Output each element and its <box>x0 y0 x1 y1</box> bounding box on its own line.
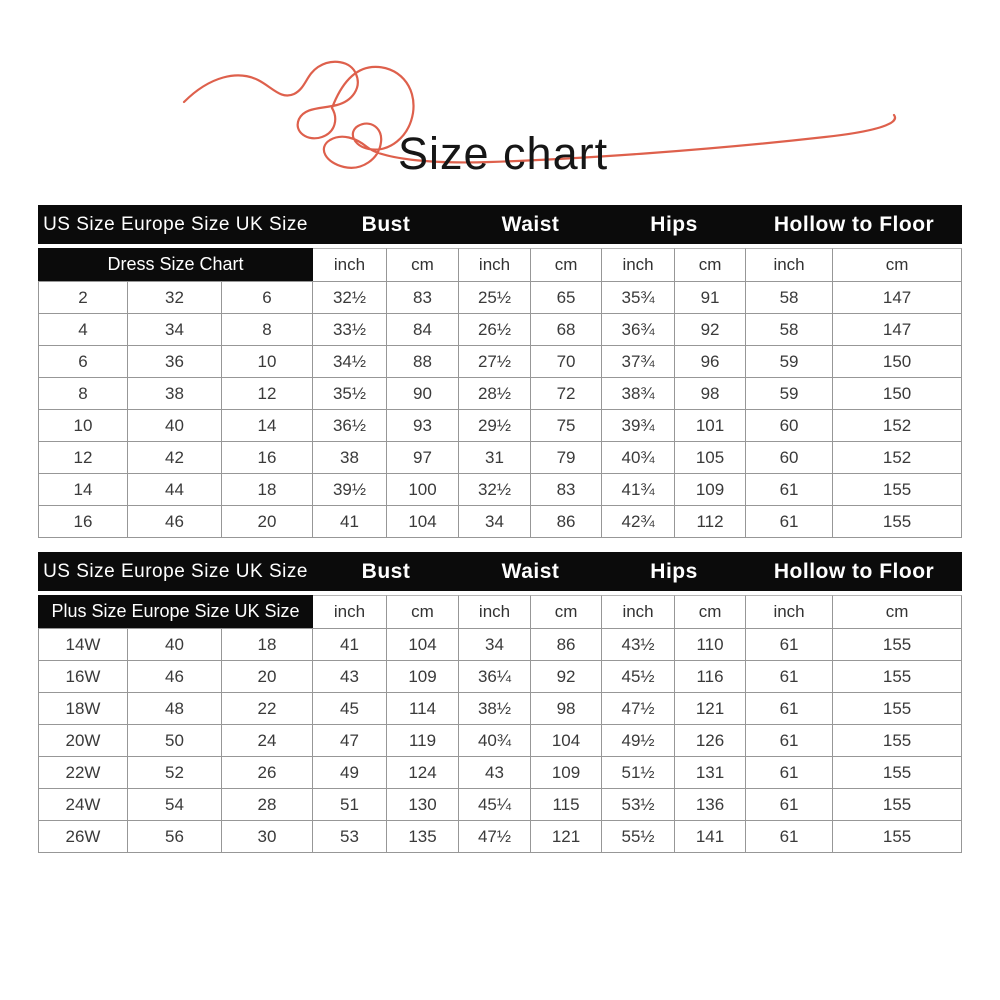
size-cell: 72 <box>531 378 602 410</box>
size-cell: 96 <box>675 346 746 378</box>
table-row <box>38 693 962 725</box>
size-cell: 20 <box>222 661 313 693</box>
size-cell: 16 <box>38 506 128 538</box>
size-cell: 47½ <box>459 821 531 853</box>
size-cell: 32½ <box>459 474 531 506</box>
waist-header: Waist <box>459 552 602 595</box>
size-cell: 155 <box>833 506 962 538</box>
size-cell: 49½ <box>602 725 675 757</box>
title-area <box>0 28 1000 203</box>
size-cell: 83 <box>531 474 602 506</box>
size-cell: 43 <box>313 661 387 693</box>
size-cell: 43½ <box>602 629 675 661</box>
table-row <box>38 282 962 314</box>
unit-inch-label: inch <box>746 248 833 282</box>
table-row <box>38 506 962 538</box>
size-cell: 20W <box>38 725 128 757</box>
size-cell: 55½ <box>602 821 675 853</box>
size-cell: 61 <box>746 474 833 506</box>
size-cell: 22W <box>38 757 128 789</box>
size-cell: 135 <box>387 821 459 853</box>
size-cell: 24W <box>38 789 128 821</box>
unit-cm-label: cm <box>833 248 962 282</box>
unit-inch-label: inch <box>602 248 675 282</box>
size-cell: 8 <box>222 314 313 346</box>
size-cell: 61 <box>746 506 833 538</box>
size-cell: 100 <box>387 474 459 506</box>
size-cell: 34½ <box>313 346 387 378</box>
size-cell: 61 <box>746 757 833 789</box>
size-cell: 92 <box>675 314 746 346</box>
size-cell: 6 <box>38 346 128 378</box>
size-cell: 60 <box>746 442 833 474</box>
size-cell: 52 <box>128 757 222 789</box>
size-cell: 93 <box>387 410 459 442</box>
size-cell: 26½ <box>459 314 531 346</box>
hollow-to-floor-header: Hollow to Floor <box>746 552 962 595</box>
size-cell: 126 <box>675 725 746 757</box>
size-cell: 45 <box>313 693 387 725</box>
size-cell: 109 <box>531 757 602 789</box>
size-cell: 155 <box>833 629 962 661</box>
table-row <box>38 442 962 474</box>
size-cell: 40 <box>128 410 222 442</box>
size-cell: 152 <box>833 442 962 474</box>
size-cell: 86 <box>531 506 602 538</box>
unit-cm-label: cm <box>387 248 459 282</box>
size-cell: 70 <box>531 346 602 378</box>
size-cell: 35¾ <box>602 282 675 314</box>
size-cell: 25½ <box>459 282 531 314</box>
unit-header-row <box>38 248 962 282</box>
size-cell: 155 <box>833 757 962 789</box>
size-cell: 60 <box>746 410 833 442</box>
table-row <box>38 821 962 853</box>
size-cell: 24 <box>222 725 313 757</box>
table-row <box>38 346 962 378</box>
size-cell: 36½ <box>313 410 387 442</box>
size-cell: 10 <box>38 410 128 442</box>
dress-size-table-body <box>38 282 962 538</box>
size-cell: 26W <box>38 821 128 853</box>
size-cell: 46 <box>128 661 222 693</box>
size-cell: 152 <box>833 410 962 442</box>
size-cell: 42 <box>128 442 222 474</box>
size-cell: 155 <box>833 661 962 693</box>
size-cell: 110 <box>675 629 746 661</box>
waist-header: Waist <box>459 205 602 248</box>
size-cell: 41 <box>313 629 387 661</box>
size-cell: 130 <box>387 789 459 821</box>
page-title: Size chart <box>398 128 609 179</box>
unit-inch-label: inch <box>459 595 531 629</box>
unit-cm-label: cm <box>833 595 962 629</box>
table-row <box>38 378 962 410</box>
unit-cm-label: cm <box>387 595 459 629</box>
size-cell: 155 <box>833 821 962 853</box>
size-cell: 40 <box>128 629 222 661</box>
size-cell: 56 <box>128 821 222 853</box>
size-cell: 79 <box>531 442 602 474</box>
size-cell: 109 <box>675 474 746 506</box>
size-cell: 28 <box>222 789 313 821</box>
size-cell: 33½ <box>313 314 387 346</box>
hollow-to-floor-header: Hollow to Floor <box>746 205 962 248</box>
size-cell: 34 <box>128 314 222 346</box>
size-cell: 14 <box>222 410 313 442</box>
size-cell: 65 <box>531 282 602 314</box>
size-cell: 45¼ <box>459 789 531 821</box>
size-cell: 61 <box>746 725 833 757</box>
size-cell: 50 <box>128 725 222 757</box>
plus-size-chart-label: Plus Size Europe Size UK Size <box>38 595 313 629</box>
unit-inch-label: inch <box>459 248 531 282</box>
size-cell: 22 <box>222 693 313 725</box>
size-cell: 53½ <box>602 789 675 821</box>
size-cell: 54 <box>128 789 222 821</box>
size-cell: 86 <box>531 629 602 661</box>
size-cell: 51 <box>313 789 387 821</box>
size-cell: 29½ <box>459 410 531 442</box>
size-cell: 97 <box>387 442 459 474</box>
size-cell: 28½ <box>459 378 531 410</box>
size-cell: 39¾ <box>602 410 675 442</box>
size-cell: 27½ <box>459 346 531 378</box>
size-cell: 61 <box>746 789 833 821</box>
size-cell: 61 <box>746 661 833 693</box>
size-cell: 31 <box>459 442 531 474</box>
size-cell: 59 <box>746 346 833 378</box>
size-cell: 47 <box>313 725 387 757</box>
size-cell: 20 <box>222 506 313 538</box>
size-cell: 32 <box>128 282 222 314</box>
size-cell: 105 <box>675 442 746 474</box>
plus-size-table-body <box>38 629 962 853</box>
size-cell: 114 <box>387 693 459 725</box>
size-cell: 147 <box>833 314 962 346</box>
table-row <box>38 757 962 789</box>
size-cell: 116 <box>675 661 746 693</box>
size-cell: 150 <box>833 346 962 378</box>
size-cell: 41 <box>313 506 387 538</box>
size-cell: 121 <box>675 693 746 725</box>
dress-size-table <box>38 205 962 538</box>
plus-size-table <box>38 552 962 853</box>
size-group-header: US Size Europe Size UK Size <box>38 205 313 248</box>
size-cell: 109 <box>387 661 459 693</box>
measure-header-row <box>38 205 962 248</box>
size-cell: 88 <box>387 346 459 378</box>
size-cell: 26 <box>222 757 313 789</box>
size-cell: 12 <box>38 442 128 474</box>
measure-header-row <box>38 552 962 595</box>
unit-cm-label: cm <box>531 248 602 282</box>
table-row <box>38 725 962 757</box>
size-cell: 42¾ <box>602 506 675 538</box>
size-cell: 14W <box>38 629 128 661</box>
size-cell: 61 <box>746 821 833 853</box>
size-cell: 84 <box>387 314 459 346</box>
size-cell: 155 <box>833 474 962 506</box>
size-cell: 141 <box>675 821 746 853</box>
size-cell: 83 <box>387 282 459 314</box>
hips-header: Hips <box>602 205 746 248</box>
size-cell: 150 <box>833 378 962 410</box>
size-cell: 18 <box>222 629 313 661</box>
size-cell: 2 <box>38 282 128 314</box>
size-cell: 53 <box>313 821 387 853</box>
size-cell: 37¾ <box>602 346 675 378</box>
size-cell: 49 <box>313 757 387 789</box>
size-cell: 115 <box>531 789 602 821</box>
size-cell: 155 <box>833 693 962 725</box>
size-cell: 10 <box>222 346 313 378</box>
table-row <box>38 661 962 693</box>
size-cell: 18 <box>222 474 313 506</box>
size-cell: 38¾ <box>602 378 675 410</box>
size-cell: 46 <box>128 506 222 538</box>
size-cell: 91 <box>675 282 746 314</box>
size-cell: 98 <box>531 693 602 725</box>
size-cell: 32½ <box>313 282 387 314</box>
size-cell: 38 <box>313 442 387 474</box>
size-cell: 119 <box>387 725 459 757</box>
size-cell: 39½ <box>313 474 387 506</box>
size-cell: 75 <box>531 410 602 442</box>
unit-header-row <box>38 595 962 629</box>
table-row <box>38 789 962 821</box>
size-cell: 18W <box>38 693 128 725</box>
size-cell: 40¾ <box>602 442 675 474</box>
size-cell: 44 <box>128 474 222 506</box>
size-cell: 41¾ <box>602 474 675 506</box>
size-cell: 124 <box>387 757 459 789</box>
unit-cm-label: cm <box>675 248 746 282</box>
size-cell: 155 <box>833 789 962 821</box>
size-cell: 12 <box>222 378 313 410</box>
size-cell: 136 <box>675 789 746 821</box>
hips-header: Hips <box>602 552 746 595</box>
size-cell: 58 <box>746 282 833 314</box>
size-cell: 34 <box>459 629 531 661</box>
size-cell: 36 <box>128 346 222 378</box>
bust-header: Bust <box>313 205 459 248</box>
size-cell: 45½ <box>602 661 675 693</box>
size-cell: 112 <box>675 506 746 538</box>
size-cell: 61 <box>746 693 833 725</box>
size-cell: 104 <box>387 506 459 538</box>
size-cell: 16W <box>38 661 128 693</box>
unit-inch-label: inch <box>602 595 675 629</box>
size-cell: 121 <box>531 821 602 853</box>
size-cell: 4 <box>38 314 128 346</box>
size-cell: 36¾ <box>602 314 675 346</box>
unit-inch-label: inch <box>313 248 387 282</box>
table-row <box>38 410 962 442</box>
size-cell: 14 <box>38 474 128 506</box>
size-cell: 48 <box>128 693 222 725</box>
size-cell: 6 <box>222 282 313 314</box>
dress-size-chart-label: Dress Size Chart <box>38 248 313 282</box>
size-cell: 47½ <box>602 693 675 725</box>
size-cell: 98 <box>675 378 746 410</box>
unit-inch-label: inch <box>746 595 833 629</box>
size-cell: 40¾ <box>459 725 531 757</box>
unit-inch-label: inch <box>313 595 387 629</box>
size-cell: 35½ <box>313 378 387 410</box>
table-row <box>38 474 962 506</box>
unit-cm-label: cm <box>531 595 602 629</box>
size-cell: 8 <box>38 378 128 410</box>
size-group-header: US Size Europe Size UK Size <box>38 552 313 595</box>
size-cell: 104 <box>387 629 459 661</box>
size-cell: 38½ <box>459 693 531 725</box>
size-cell: 101 <box>675 410 746 442</box>
size-cell: 92 <box>531 661 602 693</box>
size-cell: 59 <box>746 378 833 410</box>
size-cell: 61 <box>746 629 833 661</box>
bust-header: Bust <box>313 552 459 595</box>
size-cell: 51½ <box>602 757 675 789</box>
size-cell: 131 <box>675 757 746 789</box>
size-cell: 30 <box>222 821 313 853</box>
size-cell: 16 <box>222 442 313 474</box>
size-cell: 43 <box>459 757 531 789</box>
size-cell: 155 <box>833 725 962 757</box>
unit-cm-label: cm <box>675 595 746 629</box>
size-cell: 58 <box>746 314 833 346</box>
size-cell: 34 <box>459 506 531 538</box>
size-cell: 90 <box>387 378 459 410</box>
size-cell: 36¼ <box>459 661 531 693</box>
size-cell: 68 <box>531 314 602 346</box>
table-row <box>38 629 962 661</box>
size-cell: 38 <box>128 378 222 410</box>
size-cell: 147 <box>833 282 962 314</box>
size-cell: 104 <box>531 725 602 757</box>
table-row <box>38 314 962 346</box>
